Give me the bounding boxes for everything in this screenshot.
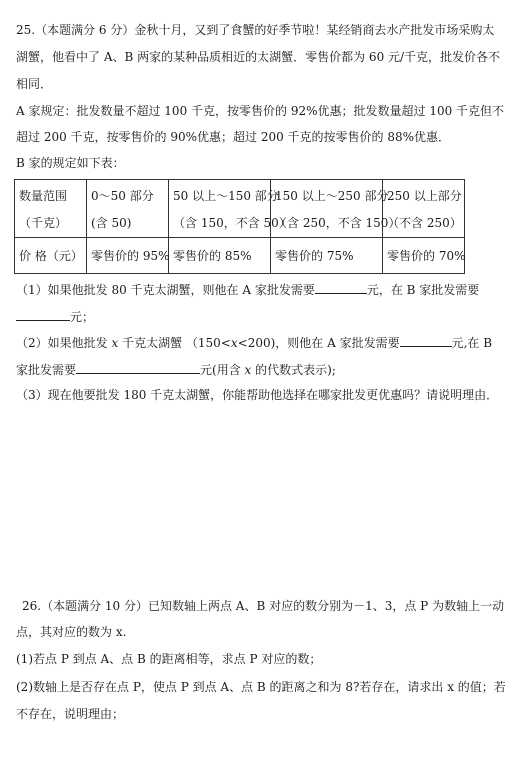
q25-part-3: （3）现在他要批发 180 千克太湖蟹，你能帮助他选择在哪家批发更优惠吗？请说明理由．	[16, 388, 499, 402]
q25-rule-a-line-1: A 家规定：批发数量不超过 100 千克，按零售价的 92%优惠；批发数量超过 100 千克但不	[16, 104, 505, 118]
q26-intro-line-2: 点，其对应的数为 x.	[16, 625, 127, 639]
q26-part-2-line-2: 不存在，说明理由；	[16, 707, 125, 721]
table-header-cell: 150 以上～250 部分 （含 250，不含 150）	[271, 180, 383, 238]
table-header-cell: 0～50 部分 (含 50)	[87, 180, 169, 238]
q25-intro-line-2: 湖蟹，他看中了 A、B 两家的某种品质相近的太湖蟹．零售价都为 60 元/千克，批发价各不	[16, 50, 501, 64]
table-cell: 价 格（元）	[15, 238, 87, 274]
q25-part-1: （1）如果他批发 80 千克太湖蟹，则他在 A 家批发需要 元，在 B 家批发需要	[16, 283, 480, 297]
q25-intro-line-1: 25.（本题满分 6 分）金秋十月，又到了食蟹的好季节啦！某经销商去水产批发市场采购太	[16, 23, 495, 37]
q25-part-2: （2）如果他批发 x 千克太湖蟹 （150<x<200)，则他在 A 家批发需要 元,在 B	[16, 336, 493, 350]
answer-blank[interactable]	[16, 308, 70, 321]
q26-intro-line-1: 26.（本题满分 10 分）已知数轴上两点 A、B 对应的数分别为－1、3，点 P 为数轴上一动	[22, 599, 505, 613]
table-header-row	[15, 180, 465, 238]
answer-blank[interactable]	[400, 334, 452, 347]
table-header-cell: 数量范围 （千克）	[15, 180, 87, 238]
table-cell: 零售价的 95%	[87, 238, 169, 274]
q25-rule-a-line-2: 超过 200 千克，按零售价的 90%优惠；超过 200 千克的按零售价的 88%优惠．	[16, 130, 451, 144]
q25-part-1-cont: 元；	[16, 308, 94, 325]
answer-blank[interactable]	[76, 361, 200, 374]
q25-rule-b-intro: B 家的规定如下表：	[16, 156, 125, 170]
table-header-cell: 50 以上～150 部分 （含 150，不含 50）	[169, 180, 271, 238]
table-header-cell: 250 以上部分 （不含 250）	[383, 180, 465, 238]
table-price-row	[15, 238, 465, 274]
table-cell: 零售价的 85%	[169, 238, 271, 274]
b-pricing-table	[14, 179, 465, 274]
q25-part-2-cont: 家批发需要 元(用含 x 的代数式表示);	[16, 363, 336, 377]
q26-part-1: (1)若点 P 到点 A、点 B 的距离相等，求点 P 对应的数；	[16, 652, 322, 666]
q25-intro-line-3: 相同．	[16, 77, 53, 91]
q26-part-2-line-1: (2)数轴上是否存在点 P，使点 P 到点 A、点 B 的距离之和为 8?若存在，请求出 x 的值；若	[16, 680, 506, 694]
table-cell: 零售价的 75%	[271, 238, 383, 274]
table-cell: 零售价的 70%	[383, 238, 465, 274]
answer-blank[interactable]	[315, 281, 367, 294]
